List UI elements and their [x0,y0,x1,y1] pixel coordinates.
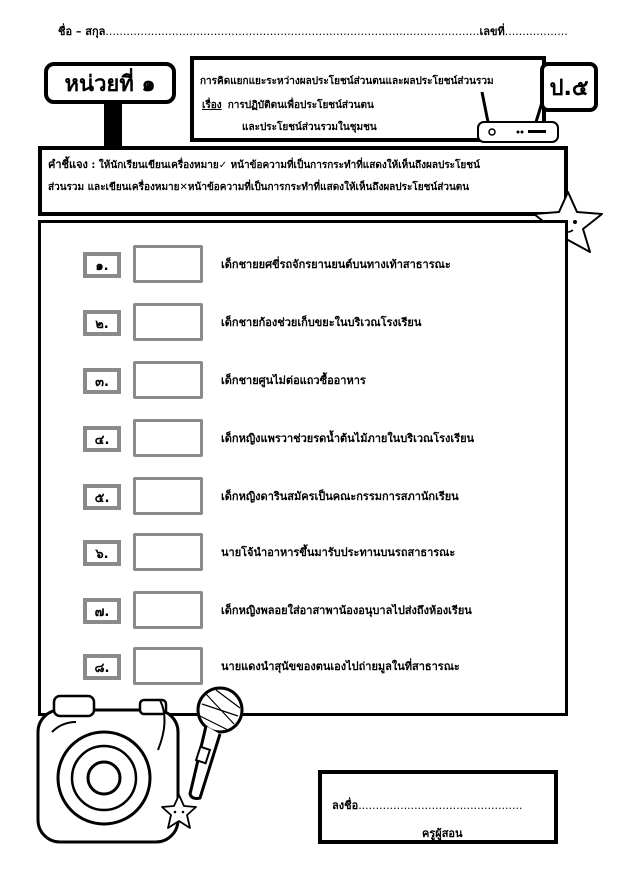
item-text: เด็กหญิงดารินสมัครเป็นคณะกรรมการสภานักเรียน [221,490,459,503]
answer-box[interactable] [133,591,203,629]
item-number: ๕. [83,484,121,510]
subject-line-2: และประโยชน์ส่วนรวมในชุมชน [242,122,377,133]
instructions-text-1: : ให้นักเรียนเขียนเครื่องหมาย✓ หน้าข้อความที่เป็นการกระทำที่แสดงให้เห็นถึงผลประโยชน์ [87,160,480,171]
signature-label: ลงชื่อ [332,799,359,812]
answer-box[interactable] [133,477,203,515]
grade-label: ป.๕ [540,62,598,112]
answer-box[interactable] [133,361,203,399]
item-number: ๘. [83,654,121,680]
subject-line-1: การปฏิบัติตนเพื่อประโยชน์ส่วนตน [227,100,374,111]
item-number: ๒. [83,310,121,336]
item-number: ๗. [83,598,121,624]
number-label: เลขที่ [479,25,505,38]
item-text: เด็กชายก้องช่วยเก็บขยะในบริเวณโรงเรียน [221,316,422,329]
name-blank[interactable]: ........................................................................................................... [105,25,480,38]
answer-box[interactable] [133,303,203,341]
answer-box[interactable] [133,533,203,571]
number-blank[interactable]: .................. [504,25,568,38]
unit-label: หน่วยที่ ๑ [44,62,176,104]
teacher-role: ครูผู้สอน [422,827,463,840]
item-number: ๔. [83,426,121,452]
item-number: ๖. [83,540,121,566]
item-text: เด็กชายยศขี่รถจักรยานยนต์บนทางเท้าสาธารณะ [221,258,451,271]
instructions-text-2: ส่วนรวม และเขียนเครื่องหมาย✕หน้าข้อความที่เป็นการกระทำที่แสดงให้เห็นถึงผลประโยชน์ส่วนตน [48,182,470,193]
item-number: ๓. [83,368,121,394]
unit-sign-post [104,104,122,148]
item-number: ๑. [83,252,121,278]
answer-box[interactable] [133,647,203,685]
topic-subject [202,98,374,113]
instructions-box [38,146,568,216]
item-text: เด็กหญิงแพรวาช่วยรดน้ำต้นไม้ภายในบริเวณโรงเรียน [221,432,475,445]
signature-box [318,770,558,844]
item-text: นายโจ้นำอาหารขึ้นมารับประทานบนรถสาธารณะ [221,546,456,559]
subject-label: เรื่อง [202,100,222,111]
signature-line [332,796,523,814]
answer-box[interactable] [133,419,203,457]
small-star-icon [158,792,200,832]
topic-title: การคิดแยกแยะระหว่างผลประโยชน์ส่วนตนและผลประโยชน์ส่วนรวม [200,76,494,87]
signature-blank[interactable]: ............................................... [358,799,523,812]
item-text: เด็กหญิงพลอยใส่อาสาพาน้องอนุบาลไปส่งถึงห้องเรียน [221,604,472,617]
student-info-line [58,22,568,40]
item-list [38,220,568,716]
answer-box[interactable] [133,245,203,283]
instructions-label: คำชี้แจง [48,158,88,171]
name-label: ชื่อ – สกุล [58,25,106,38]
item-text: นายแดงนำสุนัขของตนเองไปถ่ายมูลในที่สาธารณะ [221,660,460,673]
item-text: เด็กชายศูนไม่ต่อแถวซื้ออาหาร [221,374,366,387]
topic-box [190,56,546,142]
instructions-line-1 [48,154,558,177]
